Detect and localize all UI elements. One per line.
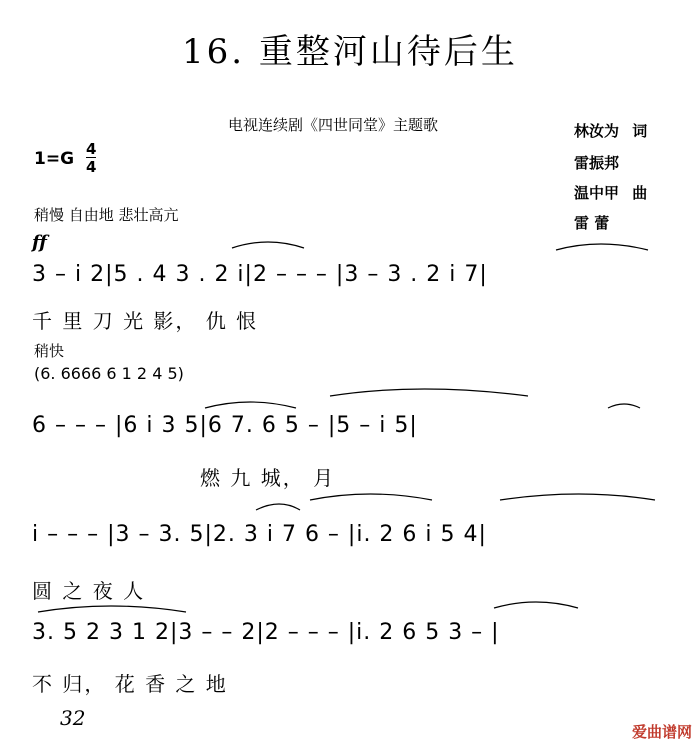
lyrics-row: 燃 九 城， 月 <box>200 466 336 490</box>
notation-row: 6 – – – |6 i 3 5|6 7. 6 5 – |5 – i 5| <box>32 413 418 438</box>
slur-mark <box>500 494 655 500</box>
lyrics-row: 不 归， 花 香 之 地 <box>32 672 228 696</box>
notation-row: i – – – |3 – 3. 5|2. 3 i 7 6 – |i. 2 6 i 5 4| <box>32 522 487 547</box>
credit-name: 温中甲 <box>574 184 620 202</box>
key-signature: 1=G <box>34 149 75 169</box>
slur-mark <box>310 494 432 500</box>
notation-row: 3. 5 2 3 1 2|3 – – 2|2 – – – |i. 2 6 5 3 – | <box>32 620 500 645</box>
slur-mark <box>494 602 578 608</box>
slur-mark <box>256 504 300 510</box>
credit-name: 雷振邦 <box>574 154 620 172</box>
slur-mark <box>232 242 304 248</box>
credit-name: 雷 蕾 <box>574 214 610 232</box>
credit-role: 曲 <box>632 184 648 202</box>
lyrics-row: 千 里 刀 光 影， 仇 恨 <box>32 309 259 333</box>
lyrics-row: 圆 之 夜 人 <box>32 579 146 603</box>
credit-role: 词 <box>632 122 648 140</box>
time-signature: 4 4 <box>86 140 97 176</box>
credit-name: 林汝为 <box>574 122 620 140</box>
slur-mark <box>330 389 528 396</box>
song-title: 16. 重整河山待后生 <box>182 32 518 72</box>
slur-mark <box>38 606 186 612</box>
dynamic-marking: ff <box>32 232 47 253</box>
slur-mark <box>556 244 648 250</box>
instrumental-intro: (6. 6666 6 1 2 4 5) <box>34 364 184 383</box>
song-subtitle: 电视连续剧《四世同堂》主题歌 <box>228 116 439 134</box>
page-number: 32 <box>60 706 86 730</box>
tempo-marking: 稍快 <box>34 342 65 360</box>
slur-mark <box>608 404 640 408</box>
tempo-marking: 稍慢 自由地 悲壮高亢 <box>34 206 179 224</box>
watermark: 爱曲谱网 <box>631 723 692 741</box>
notation-row: 3 – i 2|5 . 4 3 . 2 i|2 – – – |3 – 3 . 2 i 7| <box>32 262 488 287</box>
slur-mark <box>205 402 296 408</box>
